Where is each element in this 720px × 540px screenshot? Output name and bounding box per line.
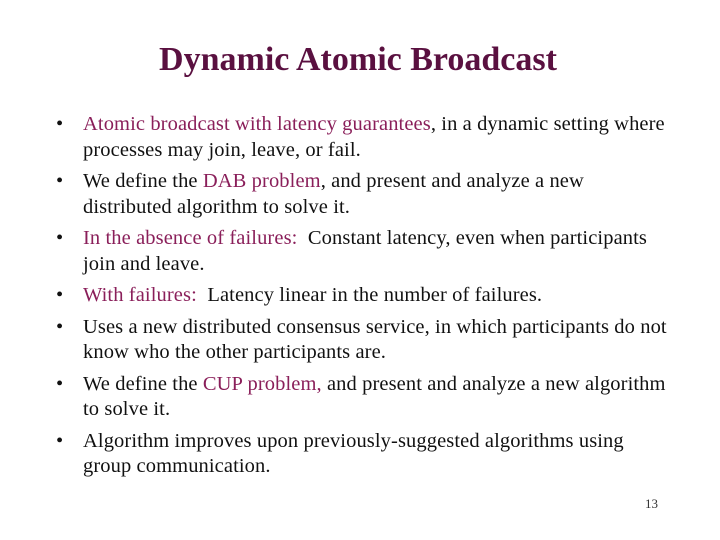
bullet-highlight: DAB problem xyxy=(202,170,321,192)
bullet-marker: • xyxy=(56,315,64,338)
bullet-item xyxy=(56,283,676,309)
slide-title: Dynamic Atomic Broadcast xyxy=(159,41,557,78)
bullet-text: Uses a new distributed consensus service, in which participants do not know who the other participants are. xyxy=(83,315,667,363)
bullet-marker: • xyxy=(56,113,64,135)
page-number: 13 xyxy=(645,496,658,511)
bullet-item xyxy=(56,226,676,277)
bullet-marker: • xyxy=(56,170,64,192)
bullet-highlight: In the absence of failures: xyxy=(83,227,298,249)
bullet-text: , and present and analyze a new distributed algorithm to solve it. xyxy=(83,170,584,218)
bullet-prefix: We define the xyxy=(83,170,203,192)
bullet-text: Constant latency, even when participants join and leave. xyxy=(83,227,653,275)
bullet-marker: • xyxy=(56,372,64,395)
bullet-item xyxy=(56,429,676,480)
bullet-highlight: CUP problem, xyxy=(202,372,322,395)
bullet-text: Latency linear in the number of failures. xyxy=(196,284,543,306)
bullet-prefix: We define the xyxy=(83,372,203,395)
bullet-marker: • xyxy=(56,284,64,306)
bullet-text: Algorithm improves upon previously-suggested algorithms using group communication. xyxy=(83,429,624,477)
bullet-item xyxy=(56,169,676,220)
bullet-item xyxy=(56,112,676,163)
bullet-marker: • xyxy=(56,227,64,249)
bullet-list xyxy=(56,112,676,480)
bullet-item xyxy=(56,315,676,366)
bullet-text: , in a dynamic setting where processes may join, leave, or fail. xyxy=(83,113,665,161)
bullet-highlight: With failures: xyxy=(83,284,197,306)
bullet-marker: • xyxy=(56,429,64,452)
bullet-text: and present and analyze a new algorithm to solve it. xyxy=(83,372,666,420)
bullet-highlight: Atomic broadcast with latency guarantees xyxy=(83,113,431,135)
bullet-item xyxy=(56,372,676,423)
